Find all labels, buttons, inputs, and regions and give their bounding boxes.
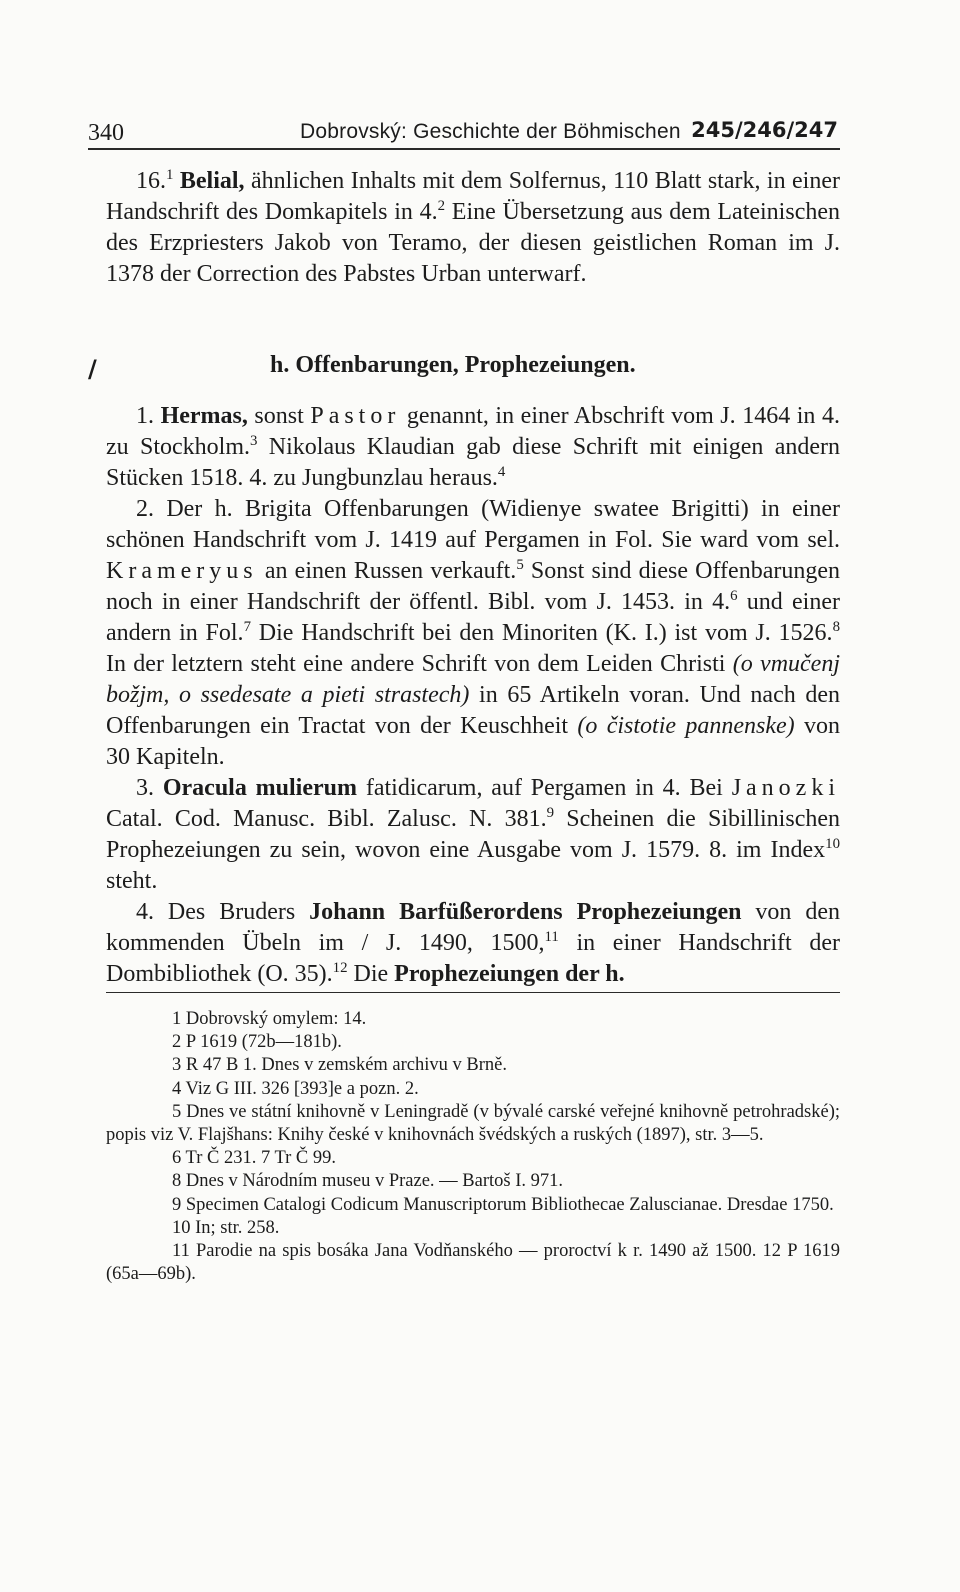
- spaced-name: Krameryus: [106, 558, 258, 584]
- footnote-8: 8 Dnes v Národním museu v Praze. — Bartoš I. 971.: [172, 1171, 564, 1192]
- text-run: Die: [347, 961, 395, 987]
- item-number: 1.: [136, 403, 154, 429]
- footnotes: [106, 1008, 840, 1286]
- running-head: [88, 114, 840, 150]
- page-number: 340: [88, 120, 124, 146]
- footnote-ref: 4: [497, 464, 506, 480]
- italic-title: (o čistotie pannenske): [577, 713, 795, 739]
- section-heading: h. Offenbarungen, Prophezeiungen.: [270, 352, 636, 378]
- item-title: Belial,: [179, 168, 245, 194]
- text-run: von den kommenden Übeln im / J. 1490, 1500,: [106, 899, 841, 956]
- text-run: 4. Des Bruders: [136, 899, 310, 925]
- footnote-ref: 9: [546, 805, 555, 821]
- original-page-refs: 245/246/247: [691, 118, 838, 142]
- text-run: von 30 Kapiteln.: [106, 713, 840, 770]
- footnote-5: 5 Dnes ve státní knihovně v Leningradě (v bývalé carské veřejné knihovně petrohradské); popis viz V. Flajšhans: Knihy české v knihovnách švédských a ruských (1897), str. 3—5.: [106, 1101, 840, 1146]
- text-run: Catal. Cod. Manusc. Bibl. Zalusc. N. 381.: [106, 806, 547, 832]
- main-text: [106, 166, 840, 990]
- text-run: In der letztern steht eine andere Schrift von dem Leiden Christi: [106, 651, 733, 677]
- item-title: Johann Barfüßerordens Prophezeiungen: [309, 899, 742, 925]
- footnote-divider: [106, 992, 840, 993]
- paragraph-johann: [106, 897, 840, 990]
- footnote-ref: 7: [243, 619, 251, 635]
- margin-mark: /: [88, 355, 97, 383]
- text-run: an einen Russen verkauft.: [257, 558, 517, 584]
- text-run: steht.: [106, 868, 158, 894]
- paragraph-oracula: [106, 773, 840, 897]
- text-run: in 65 Artikeln voran. Und nach den Offenbarungen ein Tractat von der Keuschheit: [106, 682, 841, 739]
- footnote-11-12: 11 Parodie na spis bosáka Jana Vodňanského — proroctví k r. 1490 až 1500. 12 P 1619 (65a—69b).: [106, 1241, 840, 1285]
- footnote-9: 9 Specimen Catalogi Codicum Manuscriptorum Bibliothecae Zaluscianae. Dresdae 1750.: [172, 1194, 834, 1215]
- text-run: genannt, in einer Abschrift vom J. 1464 in 4. zu Stockholm.: [106, 403, 840, 460]
- footnote-ref: 12: [332, 960, 348, 976]
- footnote-ref: 10: [825, 836, 840, 852]
- footnote-ref: 6: [730, 588, 738, 604]
- text-run: ähnlichen Inhalts mit dem Solfernus, 110 Blatt stark, in einer Handschrift des Domkapitels in 4.: [106, 168, 840, 225]
- footnote-4: 4 Viz G III. 326 [393]e a pozn. 2.: [172, 1078, 419, 1099]
- item-title: Oracula mulierum: [162, 775, 357, 801]
- spaced-name: Pastor: [310, 403, 401, 429]
- paragraph-hermas: [106, 401, 840, 494]
- footnote-10: 10 In; str. 258.: [172, 1217, 280, 1238]
- text-run: 2. Der h. Brigita Offenbarungen (Widienye swatee Brigitti) in einer schönen Handschrift vom J. 1419 auf Pergamen in Fol. Sie ward vom sel.: [106, 496, 840, 553]
- item-number: 3.: [136, 775, 154, 801]
- text-run: in einer Handschrift der Dombibliothek (O. 35).: [106, 930, 840, 987]
- item-number: 16.: [136, 168, 166, 194]
- paragraph-belial: [106, 166, 840, 290]
- italic-title: (o vmučenj božjm, o ssedesate a pieti strastech): [106, 651, 840, 708]
- footnote-ref: 2: [437, 198, 446, 214]
- text-run: Scheinen die Sibillinischen Prophezeiungen zu sein, wovon eine Ausgabe vom J. 1579. 8. im Index: [106, 806, 840, 863]
- text-run: fatidicarum, auf Pergamen in 4. Bei: [357, 775, 732, 801]
- footnote-3: 3 R 47 B 1. Dnes v zemském archivu v Brně.: [172, 1055, 507, 1076]
- spaced-name: Janozki: [731, 775, 840, 801]
- footnote-6-7: 6 Tr Č 231. 7 Tr Č 99.: [172, 1148, 337, 1169]
- footnote-1: 1 Dobrovský omylem: 14.: [172, 1009, 367, 1029]
- item-title: Prophezeiungen der h.: [394, 961, 625, 987]
- paragraph-brigita: [106, 494, 840, 773]
- text-run: Nikolaus Klaudian gab diese Schrift mit einigen andern Stücken 1518. 4. zu Jungbunzlau heraus.: [106, 434, 841, 491]
- running-title: Dobrovský: Geschichte der Böhmischen: [300, 120, 681, 143]
- footnote-ref: 11: [544, 929, 559, 945]
- text-run: sonst: [247, 403, 311, 429]
- text-run: Sonst sind diese Offenbarungen noch in einer Handschrift der öffentl. Bibl. vom J. 1453. in 4.: [106, 558, 840, 615]
- footnote-2: 2 P 1619 (72b—181b).: [172, 1032, 342, 1053]
- footnote-ref: 5: [516, 557, 524, 573]
- footnote-ref: 1: [166, 167, 174, 183]
- footnote-ref: 8: [832, 619, 840, 635]
- text-run: Die Handschrift bei den Minoriten (K. I.) ist vom J. 1526.: [251, 620, 833, 646]
- text-run: Eine Übersetzung aus dem Lateinischen des Erzpriesters Jakob von Teramo, der diesen geistlichen Roman im J. 1378 der Correction des Pabstes Urban unterwarf.: [106, 199, 840, 287]
- text-run: und einer andern in Fol.: [106, 589, 840, 646]
- footnote-ref: 3: [250, 433, 258, 449]
- item-title: Hermas,: [160, 403, 248, 429]
